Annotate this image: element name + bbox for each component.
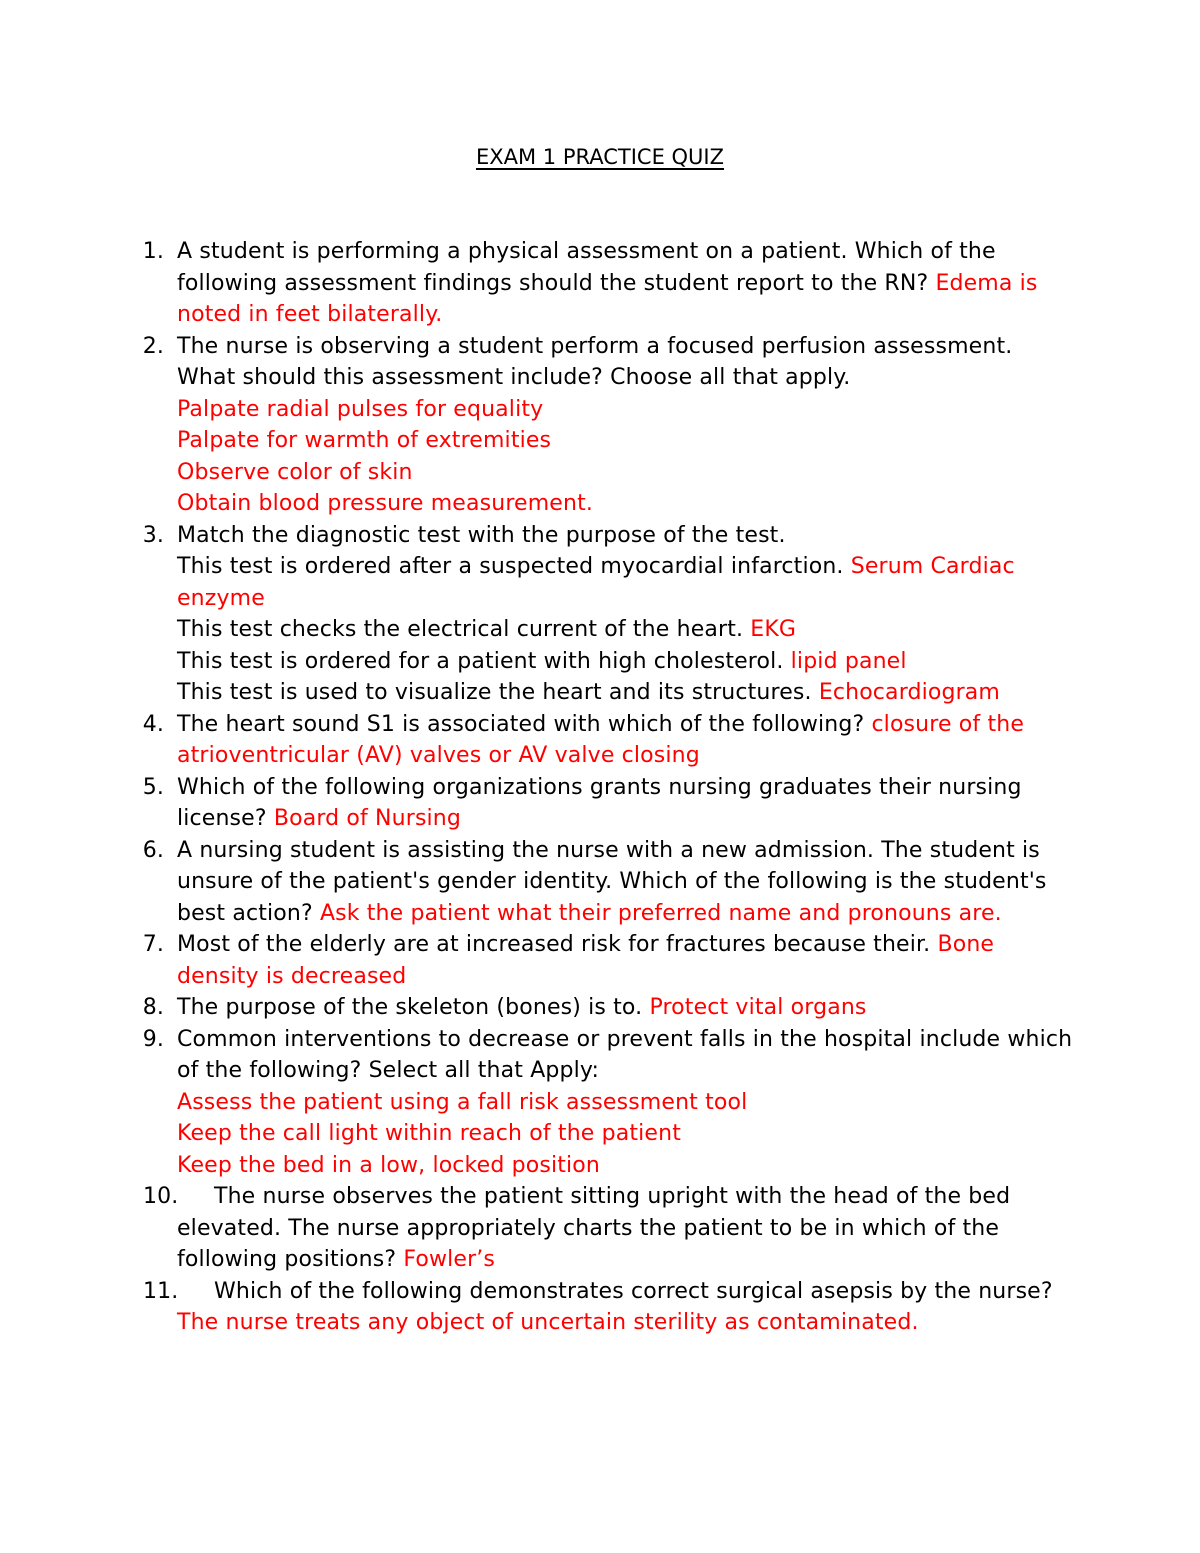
match-row xyxy=(177,614,1077,646)
question-text: The purpose of the skeleton (bones) is to. xyxy=(177,995,643,1020)
question-number: 6. xyxy=(142,837,164,863)
question-number: 3. xyxy=(142,522,164,548)
question-number: 11. xyxy=(143,1278,179,1304)
answer-text: closure of the atrioventricular (AV) valves or AV valve closing xyxy=(177,711,1025,768)
question-8 xyxy=(142,992,1077,1024)
question-number: 8. xyxy=(142,995,164,1020)
match-prompt: This test is ordered for a patient with high cholesterol. xyxy=(177,648,784,674)
answer-option: Assess the patient using a fall risk assessment tool xyxy=(177,1089,748,1115)
answer-option: Observe color of skin xyxy=(177,459,413,485)
answer-text: Protect vital organs xyxy=(649,995,867,1020)
match-prompt: This test checks the electrical current of the heart. xyxy=(177,617,744,642)
match-row xyxy=(177,551,1077,614)
question-6 xyxy=(142,835,1077,930)
match-answer: Serum Cardiac enzyme xyxy=(177,554,1015,611)
page-title: EXAM 1 PRACTICE QUIZ xyxy=(475,145,725,169)
question-2 xyxy=(142,331,1077,520)
match-answer: Echocardiogram xyxy=(818,680,1001,705)
question-10 xyxy=(143,1181,1077,1276)
answer-option: Palpate for warmth of extremities xyxy=(177,428,552,453)
question-1 xyxy=(142,236,1077,331)
question-3 xyxy=(142,520,1077,709)
question-11 xyxy=(143,1276,1077,1339)
question-list xyxy=(142,236,1077,1339)
question-text: Match the diagnostic test with the purpose of the test. xyxy=(177,522,786,548)
question-text: A nursing student is assisting the nurse with a new admission. The student is unsure of the patient's gender identity. Which of the following is the student's best action? xyxy=(177,837,1047,926)
question-text: Most of the elderly are at increased risk for fractures because their. xyxy=(177,932,931,957)
match-row xyxy=(177,646,1077,678)
match-prompt: This test is ordered after a suspected myocardial infarction. xyxy=(177,554,844,579)
question-text: The nurse is observing a student perform a focused perfusion assessment. What should this assessment include? Choose all that apply. xyxy=(177,333,1013,390)
question-number: 10. xyxy=(143,1184,179,1209)
question-number: 5. xyxy=(142,774,164,800)
match-answer: EKG xyxy=(750,617,797,642)
question-5 xyxy=(142,772,1077,835)
match-prompt: This test is used to visualize the heart and its structures. xyxy=(177,680,812,705)
question-text: A student is performing a physical assessment on a patient. Which of the following assessment findings should the student report to the RN? xyxy=(177,239,996,296)
answer-text: Fowler’s xyxy=(403,1247,496,1272)
question-number: 2. xyxy=(142,333,164,359)
answer-option: Keep the call light within reach of the patient xyxy=(177,1121,681,1146)
question-9 xyxy=(142,1024,1077,1182)
answer-option: Keep the bed in a low, locked position xyxy=(177,1152,600,1178)
answer-option: Obtain blood pressure measurement. xyxy=(177,491,593,516)
match-answer: lipid panel xyxy=(790,648,907,674)
answer-text: Board of Nursing xyxy=(273,806,462,831)
question-text: Common interventions to decrease or prevent falls in the hospital include which of the following? Select all that Apply: xyxy=(177,1026,1073,1083)
question-number: 4. xyxy=(142,711,164,737)
question-text: The heart sound S1 is associated with which of the following? xyxy=(177,711,865,737)
answer-text: The nurse treats any object of uncertain sterility as contaminated. xyxy=(177,1310,919,1335)
question-number: 1. xyxy=(142,239,164,264)
question-7 xyxy=(142,929,1077,992)
question-text: The nurse observes the patient sitting upright with the head of the bed elevated. The nurse appropriately charts the patient to be in which of the following positions? xyxy=(177,1184,1011,1272)
answer-text: Ask the patient what their preferred name and pronouns are. xyxy=(319,900,1002,926)
question-4 xyxy=(142,709,1077,772)
question-text: Which of the following organizations grants nursing graduates their nursing license? xyxy=(177,774,1022,831)
answer-text: Edema is noted in feet bilaterally. xyxy=(177,270,1038,327)
question-number: 7. xyxy=(142,932,164,957)
answer-option: Palpate radial pulses for equality xyxy=(177,396,544,422)
answer-text: Bone density is decreased xyxy=(177,932,995,989)
question-number: 9. xyxy=(142,1026,164,1052)
match-row xyxy=(177,677,1077,709)
question-text: Which of the following demonstrates correct surgical asepsis by the nurse? xyxy=(214,1278,1053,1304)
